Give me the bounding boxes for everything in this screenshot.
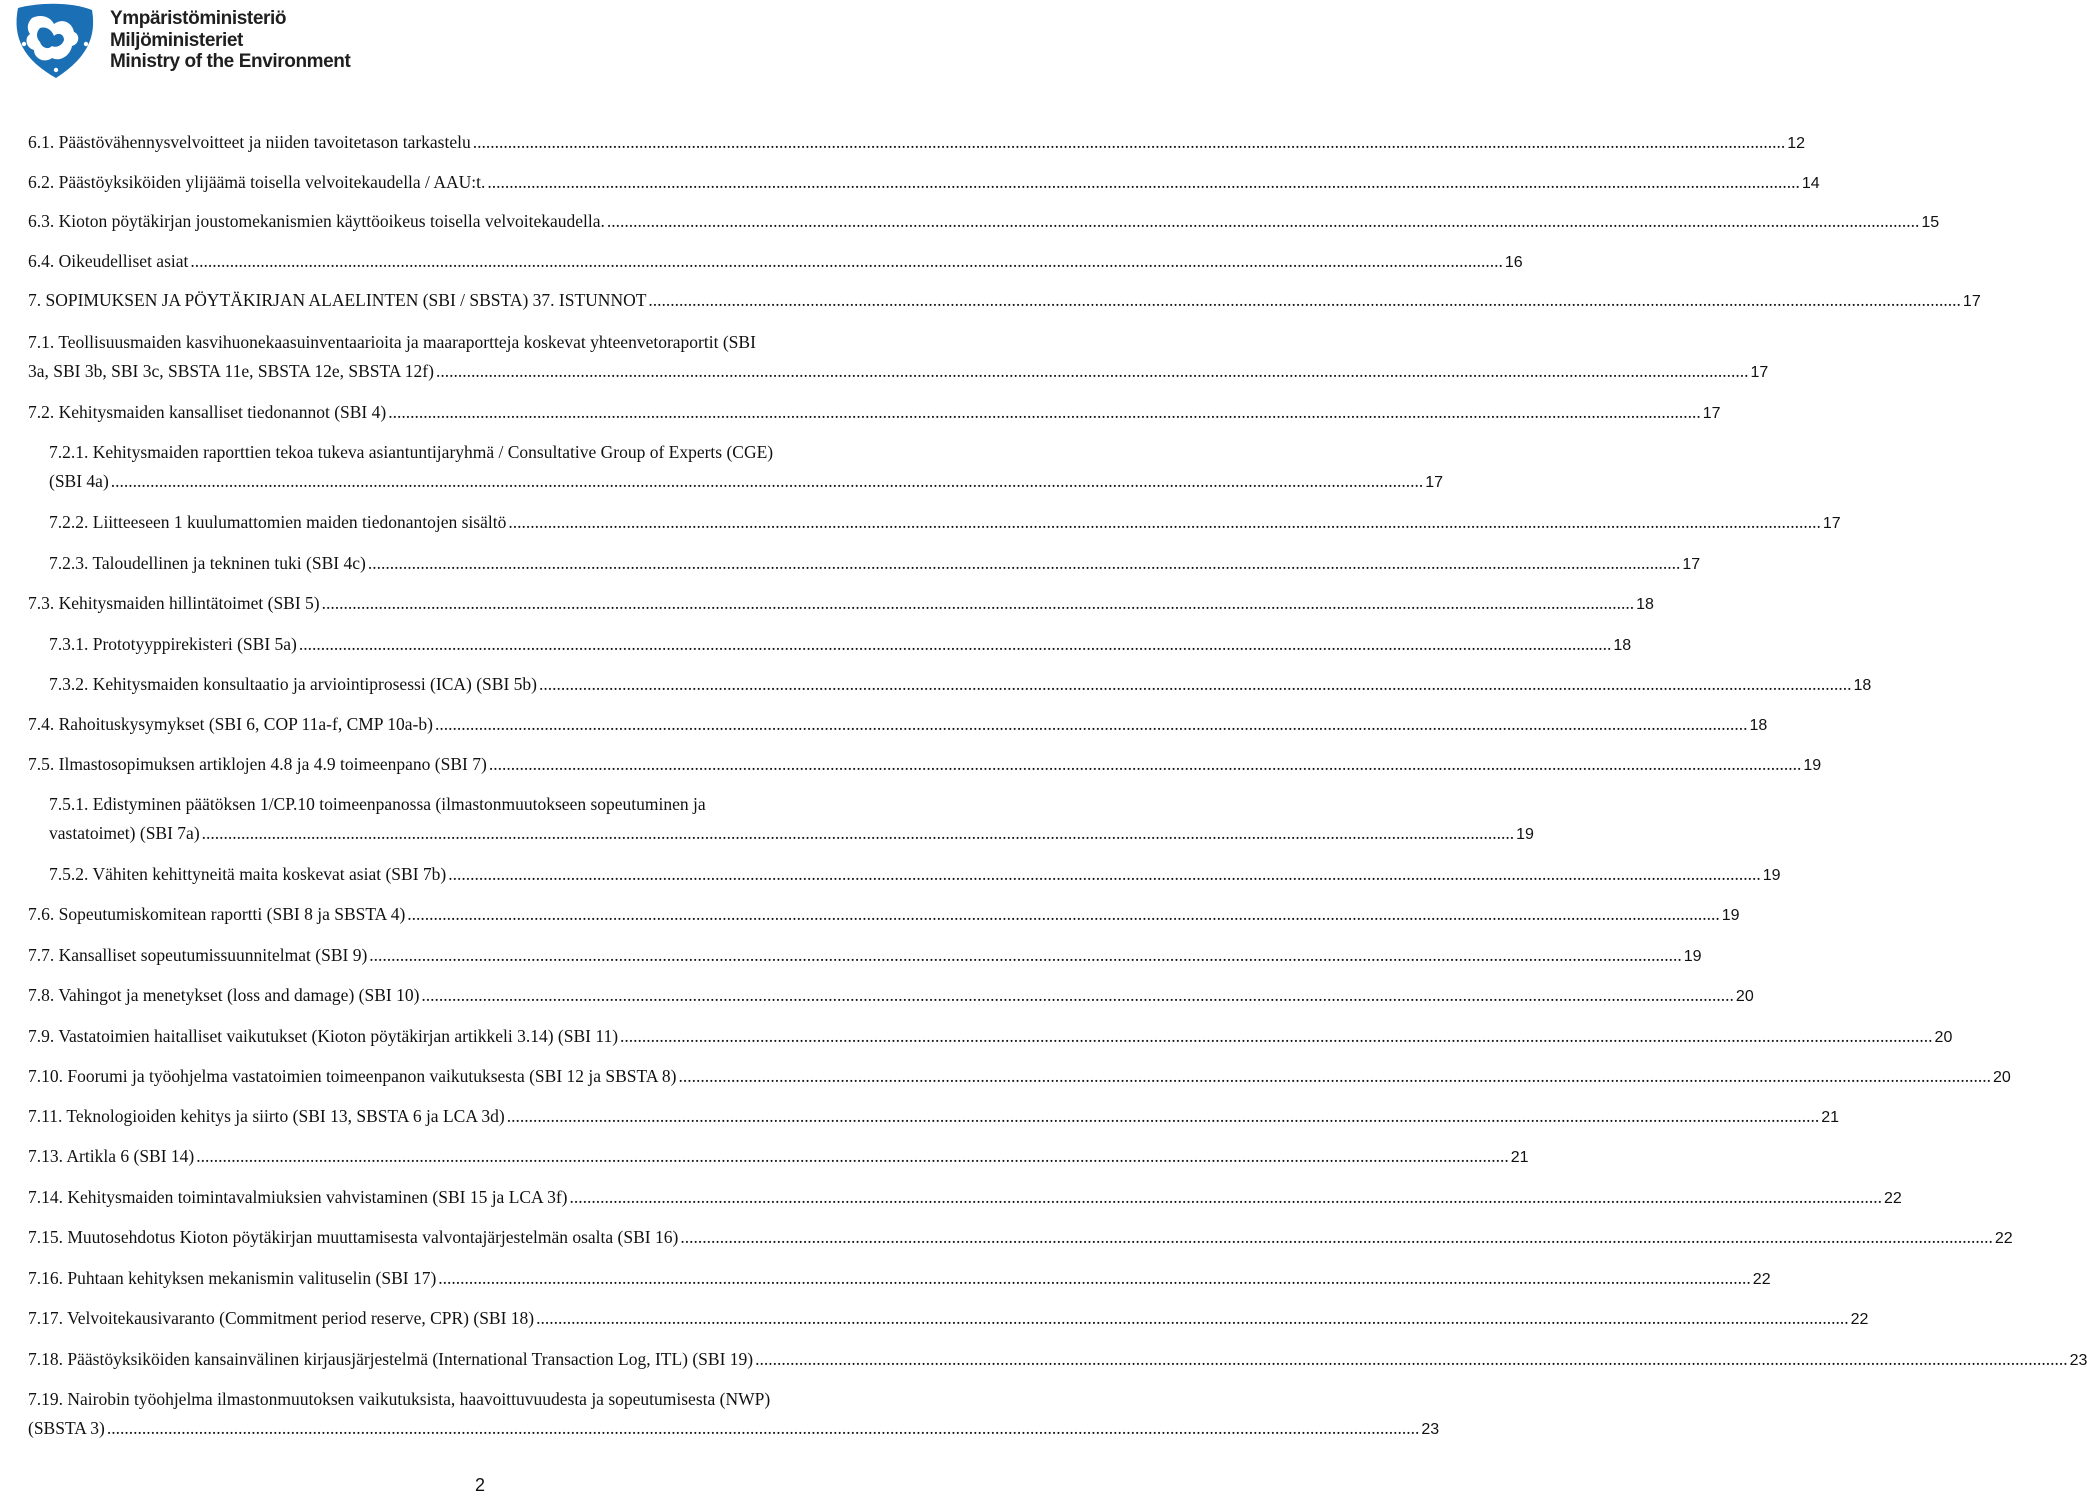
leader-dots: ............................................................................................................................................................................................................................................................................................................ — [369, 945, 1682, 965]
toc-entry-7-3-2[interactable]: 7.3.2. Kehitysmaiden konsultaatio ja arviointiprosessi (ICA) (SBI 5b) ............................................................................................................................................................................................................................................................................................................ 18 — [49, 674, 1872, 694]
leader-dots: ............................................................................................................................................................................................................................................................................................................ — [620, 1026, 1933, 1046]
toc-entry-7-3-1[interactable]: 7.3.1. Prototyyppirekisteri (SBI 5a) ............................................................................................................................................................................................................................................................................................................ 18 — [49, 634, 1632, 654]
leader-dots: ............................................................................................................................................................................................................................................................................................................ — [448, 864, 1761, 884]
toc-entry-7-9[interactable]: 7.9. Vastatoimien haitalliset vaikutukset (Kioton pöytäkirjan artikkeli 3.14) (SBI 11) ............................................................................................................................................................................................................................................................................................................ 20 — [28, 1026, 1953, 1046]
leader-dots: ............................................................................................................................................................................................................................................................................................................ — [106, 1418, 1420, 1438]
leader-dots: ............................................................................................................................................................................................................................................................................................................ — [508, 512, 1821, 532]
leader-dots: ............................................................................................................................................................................................................................................................................................................ — [678, 1066, 1991, 1086]
leader-dots: ............................................................................................................................................................................................................................................................................................................ — [536, 1308, 1849, 1328]
toc-entry-7-8[interactable]: 7.8. Vahingot ja menetykset (loss and damage) (SBI 10) ............................................................................................................................................................................................................................................................................................................ 20 — [28, 985, 1754, 1005]
toc-entry-7-2-3[interactable]: 7.2.3. Taloudellinen ja tekninen tuki (SBI 4c) ............................................................................................................................................................................................................................................................................................................ 17 — [49, 553, 1701, 573]
page-number: 2 — [474, 1475, 485, 1495]
toc-entry-7-10[interactable]: 7.10. Foorumi ja työohjelma vastatoimien toimeenpanon vaikutuksesta (SBI 12 ja SBSTA 8) ............................................................................................................................................................................................................................................................................................................ 20 — [28, 1066, 2011, 1086]
toc-entry-7-13[interactable]: 7.13. Artikla 6 (SBI 14) ............................................................................................................................................................................................................................................................................................................ 21 — [28, 1146, 1529, 1166]
leader-dots: ............................................................................................................................................................................................................................................................................................................ — [196, 1146, 1509, 1166]
toc-entry-7-19[interactable]: 7.19. Nairobin työohjelma ilmastonmuutoksen vaikutuksista, haavoittuvuudesta ja sopeutumisesta (NWP) (SBSTA 3) ............................................................................................................................................................................................................................................................................................................ 23 — [28, 1389, 1440, 1438]
toc-entry-7-5-1[interactable]: 7.5.1. Edistyminen päätöksen 1/CP.10 toimeenpanossa (ilmastonmuutokseen sopeutuminen ja vastatoimet) (SBI 7a) ............................................................................................................................................................................................................................................................................................................ 19 — [49, 794, 1534, 843]
toc-entry-7-5-2[interactable]: 7.5.2. Vähiten kehittyneitä maita koskevat asiat (SBI 7b) ............................................................................................................................................................................................................................................................................................................ 19 — [49, 864, 1781, 884]
leader-dots: ............................................................................................................................................................................................................................................................................................................ — [648, 290, 1961, 310]
toc-entry-7-14[interactable]: 7.14. Kehitysmaiden toimintavalmiuksien vahvistaminen (SBI 15 ja LCA 3f) ............................................................................................................................................................................................................................................................................................................ 22 — [28, 1187, 1902, 1207]
leader-dots: ............................................................................................................................................................................................................................................................................................................ — [755, 1349, 2068, 1369]
toc-entry-7-16[interactable]: 7.16. Puhtaan kehityksen mekanismin valituselin (SBI 17) ............................................................................................................................................................................................................................................................................................................ 22 — [28, 1268, 1771, 1288]
leader-dots: ............................................................................................................................................................................................................................................................................................................ — [435, 361, 1749, 381]
toc-entry-7-1[interactable]: 7.1. Teollisuusmaiden kasvihuonekaasuinventaarioita ja maaraportteja koskevat yhteenvetoraportit (SBI 3a, SBI 3b, SBI 3c, SBSTA 11e, SBSTA 12e, SBSTA 12f) ............................................................................................................................................................................................................................................................................................................ 17 — [28, 332, 1769, 381]
toc-entry-6-2[interactable]: 6.2. Päästöyksiköiden ylijäämä toisella velvoitekaudella / AAU:t. ............................................................................................................................................................................................................................................................................................................ 14 — [28, 172, 1820, 192]
leader-dots: ............................................................................................................................................................................................................................................................................................................ — [472, 132, 1786, 152]
toc-entry-7-4[interactable]: 7.4. Rahoituskysymykset (SBI 6, COP 11a-f, CMP 10a-b) ............................................................................................................................................................................................................................................................................................................ 18 — [28, 714, 1768, 734]
toc-entry-6-3[interactable]: 6.3. Kioton pöytäkirjan joustomekanismien käyttöoikeus toisella velvoitekaudella. ............................................................................................................................................................................................................................................................................................................ 15 — [28, 211, 1940, 231]
leader-dots: ............................................................................................................................................................................................................................................................................................................ — [110, 471, 1424, 491]
leader-dots: ............................................................................................................................................................................................................................................................................................................ — [538, 674, 1852, 694]
leader-dots: ............................................................................................................................................................................................................................................................................................................ — [201, 823, 1515, 843]
lion-emblem-icon — [10, 4, 100, 80]
leader-dots: ............................................................................................................................................................................................................................................................................................................ — [438, 1268, 1751, 1288]
leader-dots: ............................................................................................................................................................................................................................................................................................................ — [680, 1227, 1993, 1247]
toc-entry-7-5[interactable]: 7.5. Ilmastosopimuksen artiklojen 4.8 ja 4.9 toimeenpano (SBI 7) ............................................................................................................................................................................................................................................................................................................ 19 — [28, 754, 1822, 774]
toc-entry-7-18[interactable]: 7.18. Päästöyksiköiden kansainvälinen kirjausjärjestelmä (International Transaction Log, ITL) (SBI 19) ............................................................................................................................................................................................................................................................................................................ 23 — [28, 1349, 2087, 1369]
toc-entry-7-17[interactable]: 7.17. Velvoitekausivaranto (Commitment period reserve, CPR) (SBI 18) ............................................................................................................................................................................................................................................................................................................ 22 — [28, 1308, 1869, 1328]
toc-entry-7-15[interactable]: 7.15. Muutosehdotus Kioton pöytäkirjan muuttamisesta valvontajärjestelmän osalta (SBI 16) ............................................................................................................................................................................................................................................................................................................ 22 — [28, 1227, 2013, 1247]
leader-dots: ............................................................................................................................................................................................................................................................................................................ — [487, 172, 1800, 192]
toc-entry-7[interactable]: 7. SOPIMUKSEN JA PÖYTÄKIRJAN ALAELINTEN (SBI / SBSTA) 37. ISTUNNOT ............................................................................................................................................................................................................................................................................................................ 17 — [28, 290, 1981, 310]
leader-dots: ............................................................................................................................................................................................................................................................................................................ — [488, 754, 1802, 774]
toc-entry-7-6[interactable]: 7.6. Sopeutumiskomitean raportti (SBI 8 ja SBSTA 4) ............................................................................................................................................................................................................................................................................................................ 19 — [28, 904, 1740, 924]
toc-entry-7-2[interactable]: 7.2. Kehitysmaiden kansalliset tiedonannot (SBI 4) ............................................................................................................................................................................................................................................................................................................ 17 — [28, 402, 1721, 422]
leader-dots: ............................................................................................................................................................................................................................................................................................................ — [606, 211, 1920, 231]
toc-entry-7-7[interactable]: 7.7. Kansalliset sopeutumissuunnitelmat (SBI 9) ............................................................................................................................................................................................................................................................................................................ 19 — [28, 945, 1702, 965]
leader-dots: ............................................................................................................................................................................................................................................................................................................ — [298, 634, 1612, 654]
toc-entry-7-2-1[interactable]: 7.2.1. Kehitysmaiden raporttien tekoa tukeva asiantuntijaryhmä / Consultative Group of Experts (CGE) (SBI 4a) ............................................................................................................................................................................................................................................................................................................ 17 — [49, 442, 1444, 491]
toc-entry-7-3[interactable]: 7.3. Kehitysmaiden hillintätoimet (SBI 5) ............................................................................................................................................................................................................................................................................................................ 18 — [28, 593, 1654, 613]
leader-dots: ............................................................................................................................................................................................................................................................................................................ — [321, 593, 1635, 613]
toc-entry-6-4[interactable]: 6.4. Oikeudelliset asiat ............................................................................................................................................................................................................................................................................................................ 16 — [28, 251, 1523, 271]
toc-entry-7-11[interactable]: 7.11. Teknologioiden kehitys ja siirto (SBI 13, SBSTA 6 ja LCA 3d) ............................................................................................................................................................................................................................................................................................................ 21 — [28, 1106, 1839, 1126]
leader-dots: ............................................................................................................................................................................................................................................................................................................ — [506, 1106, 1820, 1126]
logo-line-en: Ministry of the Environment — [110, 51, 351, 72]
leader-dots: ............................................................................................................................................................................................................................................................................................................ — [407, 904, 1720, 924]
leader-dots: ............................................................................................................................................................................................................................................................................................................ — [190, 251, 1503, 271]
leader-dots: ............................................................................................................................................................................................................................................................................................................ — [421, 985, 1734, 1005]
leader-dots: ............................................................................................................................................................................................................................................................................................................ — [367, 553, 1681, 573]
logo-text — [110, 8, 350, 73]
ministry-logo — [10, 4, 350, 82]
logo-line-sv: Miljöministeriet — [110, 29, 243, 51]
logo-line-fi: Ympäristöministeriö — [110, 8, 287, 29]
leader-dots: ............................................................................................................................................................................................................................................................................................................ — [388, 402, 1701, 422]
toc-entry-7-2-2[interactable]: 7.2.2. Liitteeseen 1 kuulumattomien maiden tiedonantojen sisältö ............................................................................................................................................................................................................................................................................................................ 17 — [49, 512, 1841, 532]
toc-entry-6-1[interactable]: 6.1. Päästövähennysvelvoitteet ja niiden tavoitetason tarkastelu ............................................................................................................................................................................................................................................................................................................ 12 — [28, 132, 1806, 152]
leader-dots: ............................................................................................................................................................................................................................................................................................................ — [569, 1187, 1883, 1207]
leader-dots: ............................................................................................................................................................................................................................................................................................................ — [434, 714, 1748, 734]
